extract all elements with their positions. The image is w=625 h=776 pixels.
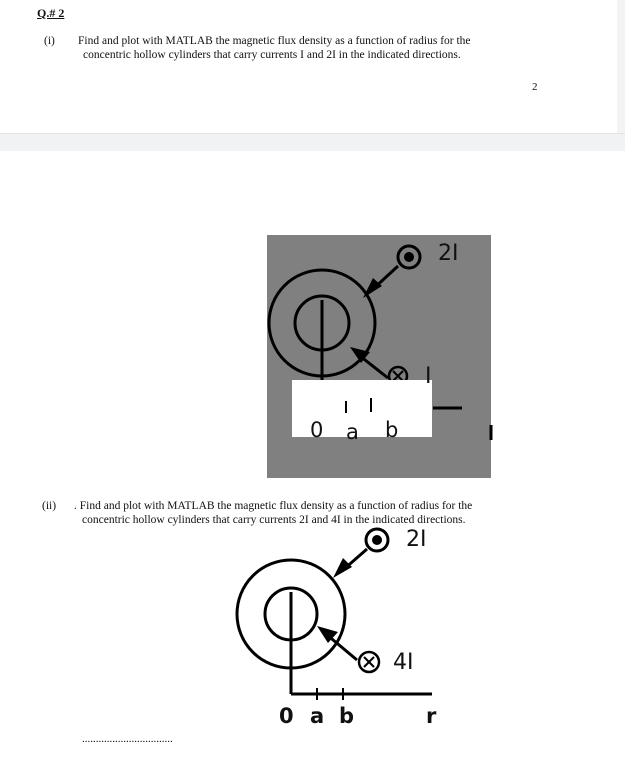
figure-i-label-in: I [425,364,432,389]
part-i-line-2: concentric hollow cylinders that carry currents I and 2I in the indicated directions. [83,49,461,61]
page-number: 2 [532,81,538,93]
figure-i-axis-0: 0 [310,418,324,442]
figure-i-label-out: 2I [438,241,459,266]
figure-i-axis-b: b [385,418,399,442]
figure-i-axis-a: a [346,420,359,444]
figure-i-background [267,235,491,478]
figure-ii-axis-a: a [310,704,325,728]
figure-ii-label-in: 4I [393,650,414,675]
part-ii-line-1: . Find and plot with MATLAB the magnetic flux density as a function of radius for the [74,500,473,512]
figure-ii-axis-0: 0 [279,704,294,728]
figure-ii-axis-r: r [426,704,437,728]
part-i-label: (i) [44,35,55,47]
dotted-answer-line: ................................. [82,733,173,745]
current-out-dot [404,252,414,262]
question-header: Q.# 2 [37,6,65,20]
part-ii-line-2: concentric hollow cylinders that carry currents 2I and 4I in the indicated directions. [82,514,466,526]
figure-ii-label-out: 2I [406,527,427,552]
part-ii-label: (ii) [42,500,57,512]
arrow-outer-head-2 [333,558,352,578]
current-out-dot-2 [372,535,382,545]
part-i-line-1: Find and plot with MATLAB the magnetic flux density as a function of radius for the [78,35,471,47]
figure-ii-axis-b: b [339,704,355,728]
